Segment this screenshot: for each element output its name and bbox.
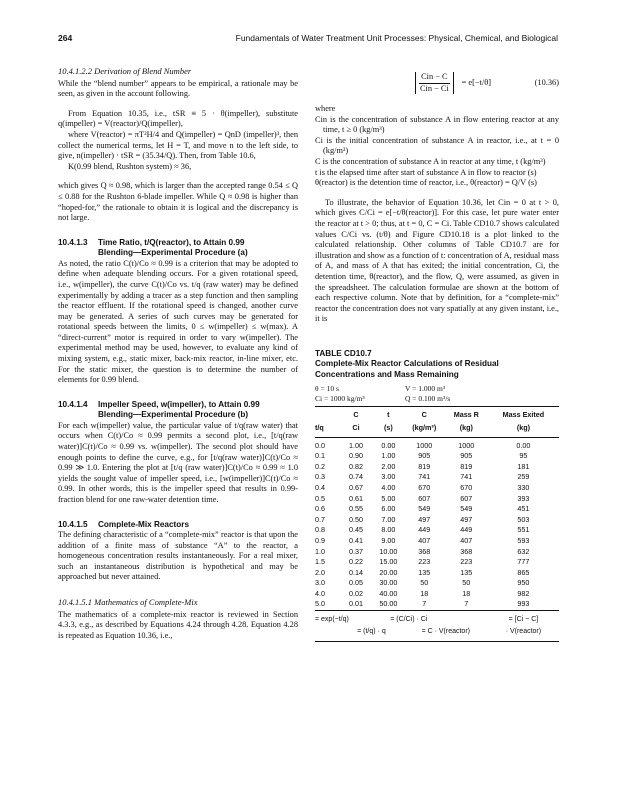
table-cell: 819	[460, 461, 473, 471]
table-cell: 0.2	[315, 461, 325, 471]
definition-list	[315, 115, 559, 189]
table-cell: 741	[460, 472, 473, 482]
table-cell: 393	[517, 493, 530, 503]
paragraph: which gives Q ≈ 0.98, which is larger than the accepted range 0.54 ≤ Q ≤ 0.88 for the Rushton 6-blade impeller. While Q ≈ 0.98 is higher than “hoped-for,” the rationale to obtain it is logical and the discrepancy is not large.	[58, 181, 298, 223]
paragraph: From Equation 10.35, i.e., tSR ≡ 5 · θ(impeller), substitute q(impeller) = V(reactor)/Q(impeller),	[58, 108, 298, 129]
formula: = (t/q) · q	[339, 626, 404, 642]
formula: = (C/Ci) · Ci	[373, 611, 445, 627]
table-row	[315, 437, 559, 451]
running-title: Fundamentals of Water Treatment Unit Processes: Physical, Chemical, and Biological	[235, 33, 558, 43]
table-cell: 223	[418, 557, 431, 567]
table-cell: 982	[517, 588, 530, 598]
paragraph: While the “blend number” appears to be empirical, a rationale may be seen, as given in the account following.	[58, 78, 298, 99]
table-cell: 0.6	[315, 504, 325, 514]
table-label: TABLE CD10.7	[315, 348, 372, 358]
table-row	[315, 515, 559, 526]
paragraph: The defining characteristic of a “complete-mix” reactor is that upon the addition of a finite mass of substance “A” to the reactor, a homogeneous concentration results instantaneously. For a real mixer, such an instantaneous distribution is hypothetical and may be approached but never attained.	[58, 530, 298, 582]
column-header: (kg/m³)	[404, 422, 445, 437]
table-cell: 0.0	[315, 440, 325, 450]
table-cell: 549	[460, 504, 473, 514]
table-cell: 8.00	[381, 525, 396, 535]
table-cell: 368	[460, 546, 473, 556]
paragraph: where V(reactor) = πT²H/4 and Q(impeller) = QnD (impeller)³, then collect the numerical terms, let H = T, and move n to the left side, to give, n(impeller) · tSR = (35.34/Q). Then, from Table 10.6,	[58, 129, 298, 161]
table-cell: 0.37	[349, 546, 364, 556]
table-cell: 632	[517, 546, 530, 556]
table-row	[315, 472, 559, 483]
table-cell: 0.90	[349, 451, 364, 461]
table-cell: 0.02	[349, 588, 364, 598]
table-cell: 865	[517, 567, 530, 577]
table-cell: 0.8	[315, 525, 325, 535]
definition: θ(reactor) is the detention time of reactor, i.e., θ(reactor) = Q/V (s)	[315, 178, 537, 188]
table-cell: 50	[462, 578, 471, 588]
equation-number: (10.36)	[534, 77, 559, 87]
table-cell: 497	[418, 514, 431, 524]
table-row	[315, 504, 559, 515]
table-cell: 1.00	[349, 440, 364, 450]
equation-fraction: $\frac{\text{Cin − C}}{\text{Cin − Ci}}$	[415, 72, 454, 94]
definition: Cin is the concentration of substance A in flow entering reactor at any time, t ≥ 0 (kg/m³)	[315, 114, 559, 135]
table-cell: 259	[517, 472, 530, 482]
table-cell: 5.0	[315, 599, 325, 609]
table-cell: 993	[517, 599, 530, 609]
page-number: 264	[58, 33, 73, 43]
table-cell: 368	[418, 546, 431, 556]
table-row	[315, 483, 559, 494]
formula: = C · V(reactor)	[404, 626, 488, 642]
table-cell: 15.00	[379, 557, 398, 567]
table-cell: 950	[517, 578, 530, 588]
table-cell: 0.55	[349, 504, 364, 514]
table-row	[315, 536, 559, 547]
paragraph: K(0.99 blend, Rushton system) ≈ 36,	[68, 161, 192, 171]
table-parameters	[315, 384, 559, 403]
paragraph: For each w(impeller) value, the particular value of t/q(raw water) that occurs when C(t)/Co ≈ 0.99 permits a second plot, i.e., [t/q(raw water)]C(t)/Co ≈ 0.99 vs. w(impeller). The second plot should have enough points to define the curve, e.g., for [t/q(raw water)]C(t)/Co ≈ 0.99 ≫ 1.0. Entering the plot at [t/q (raw water)]C(t)/Co ≈ 0.99 ≈ 1.0 yields the sought value of impeller speed, i.e., [w(impeller)]C(t)/Co ≈ 0.99. In other words, this is the impeller speed that results in 0.99-fraction blend for one raw-water detention time.	[58, 420, 298, 504]
table-cell: 18	[420, 588, 429, 598]
param-flow: Q = 0.100 m³/s	[405, 393, 451, 403]
table-cell: 0.45	[349, 525, 364, 535]
table-cell: 0.01	[349, 599, 364, 609]
table-cell: 10.00	[379, 546, 398, 556]
table-cell: 2.00	[381, 461, 396, 471]
table-cell: 670	[418, 482, 431, 492]
table-cell: 741	[418, 472, 431, 482]
column-header: Ci	[339, 422, 373, 437]
table-cell: 0.3	[315, 472, 325, 482]
table-row	[315, 547, 559, 558]
table-cell: 0.41	[349, 535, 364, 545]
table-cell: 3.00	[381, 472, 396, 482]
table-cell: 4.0	[315, 588, 325, 598]
table-cell: 95	[519, 451, 528, 461]
paragraph: The mathematics of a complete-mix reactor is reviewed in Section 4.3.3, e.g., as described by Equations 4.24 through 4.28. Equation 4.28 is repeated as Equation 10.36, i.e.,	[58, 609, 298, 640]
table-cell: 4.00	[381, 482, 396, 492]
table-cell: 905	[460, 451, 473, 461]
table-cell: 549	[418, 504, 431, 514]
table-cell: 1000	[416, 440, 433, 450]
table-row	[315, 599, 559, 610]
table-cell: 407	[418, 535, 431, 545]
table-cell: 6.00	[381, 504, 396, 514]
table-cell: 30.00	[379, 578, 398, 588]
table-cell: 0.61	[349, 493, 364, 503]
equation-rhs: = e[−t/θ]	[461, 77, 491, 87]
table-cell: 1.5	[315, 557, 325, 567]
table-cell: 5.00	[381, 493, 396, 503]
section-heading-blend-number: 10.4.1.2.2 Derivation of Blend Number	[58, 66, 192, 76]
table-cell: 1.0	[315, 546, 325, 556]
table-cell: 0.50	[349, 514, 364, 524]
table-cell: 0.00	[381, 440, 396, 450]
table-cell: 181	[517, 461, 530, 471]
table-cell: 0.4	[315, 482, 325, 492]
where-label: where	[315, 104, 336, 113]
table-cell: 593	[517, 535, 530, 545]
formula: = [Ci − C]	[488, 611, 559, 627]
paragraph: To illustrate, the behavior of Equation 10.36, let Cin = 0 at t > 0, which gives C/Ci = e[−t/θ(reactor)]. For this case, let pure water enter the reactor at t > 0; thus, at t = 0, C = Ci. Table CD10.7 shows calculated values C/Ci vs. (t/θ) and Figure CD10.18 is a plot linked to the calculated relationship. Other columns of Table CD10.7 are for illustration and show as a function of t: concentration of A, residual mass of A, and mass of A that has exited; the initial concentration, Ci, the detention time, θ(reactor), and the flow, Q, were assumed, as given in the spreadsheet. The calculation formulae are shown at the bottom of each respective column. Note that by definition, for a “complete-mix” reactor the concentration does not vary spatially at any given instant, i.e., it is	[315, 197, 560, 324]
table-cell: 0.14	[349, 567, 364, 577]
definition: C is the concentration of substance A in reactor at any time, t (kg/m³)	[315, 156, 546, 166]
table-cell: 7	[422, 599, 427, 609]
column-header: C	[404, 407, 445, 422]
table-cell: 0.67	[349, 482, 364, 492]
column-header: t	[373, 407, 404, 422]
column-header: Mass Exited	[488, 407, 559, 422]
section-heading-mathematics: 10.4.1.5.1 Mathematics of Complete-Mix	[58, 597, 198, 608]
table-row	[315, 462, 559, 473]
table-cell: 9.00	[381, 535, 396, 545]
table-cell: 0.9	[315, 535, 325, 545]
column-header: t/q	[315, 422, 339, 437]
column-header: Mass R	[445, 407, 488, 422]
table-cell: 20.00	[379, 567, 398, 577]
table-cell: 50.00	[379, 599, 398, 609]
table-cell: 135	[460, 567, 473, 577]
table-row	[315, 557, 559, 568]
table-cell: 503	[517, 514, 530, 524]
table-cell: 0.22	[349, 557, 364, 567]
column-header: (kg)	[445, 422, 488, 437]
table-cell: 905	[418, 451, 431, 461]
table-cell: 40.00	[379, 588, 398, 598]
table-cell: 7.00	[381, 514, 396, 524]
right-column	[315, 66, 559, 642]
param-theta: θ = 10 s	[315, 384, 339, 394]
formula: · V(reactor)	[488, 626, 559, 642]
definition: Ci is the initial concentration of substance A in reactor, i.e., at t = 0 (kg/m³)	[315, 135, 559, 156]
table-cell: 3.0	[315, 578, 325, 588]
table-cell: 135	[418, 567, 431, 577]
table-cell: 0.5	[315, 493, 325, 503]
table-cell: 451	[517, 504, 530, 514]
page-header	[58, 33, 558, 43]
table-cell: 0.00	[516, 440, 531, 450]
table-cell: 449	[460, 525, 473, 535]
table-cell: 497	[460, 514, 473, 524]
table-cell: 670	[460, 482, 473, 492]
definition: t is the elapsed time after start of substance A in flow to reactor (s)	[315, 167, 537, 177]
column-header: (kg)	[488, 422, 559, 437]
table-cell: 50	[420, 578, 429, 588]
left-column	[58, 66, 298, 641]
table-cell: 2.0	[315, 567, 325, 577]
table-row	[315, 568, 559, 579]
table-cell: 777	[517, 557, 530, 567]
column-header	[315, 407, 339, 422]
table-cell: 330	[517, 482, 530, 492]
section-heading-time-ratio: 10.4.1.3 Time Ratio, t/Q(reactor), to Attain 0.99 Blending—Experimental Procedure (a)	[58, 237, 248, 258]
table-cell: 0.82	[349, 461, 364, 471]
table-cell: 18	[462, 588, 471, 598]
section-heading-complete-mix: 10.4.1.5 Complete-Mix Reactors	[58, 519, 189, 529]
param-volume: V = 1.000 m³	[405, 384, 446, 394]
table-cell: 1000	[458, 440, 475, 450]
table-cell: 819	[418, 461, 431, 471]
table-cell: 607	[460, 493, 473, 503]
table-row	[315, 525, 559, 536]
param-ci: Ci = 1000 kg/m³	[315, 393, 365, 403]
table-row	[315, 589, 559, 600]
table-cell: 607	[418, 493, 431, 503]
table-cell: 0.74	[349, 472, 364, 482]
column-header: (s)	[373, 422, 404, 437]
table-cell: 223	[460, 557, 473, 567]
table-cell: 0.05	[349, 578, 364, 588]
table-title: Complete-Mix Reactor Calculations of Residual Concentrations and Mass Remaining	[315, 359, 499, 379]
table-cell: 0.1	[315, 451, 325, 461]
section-heading-impeller-speed: 10.4.1.4 Impeller Speed, w(impeller), to Attain 0.99 Blending—Experimental Procedure (b)	[58, 399, 260, 420]
paragraph: As noted, the ratio C(t)/Co ≈ 0.99 is a criterion that may be adopted to define when adequate blending occurs. For a given rotational speed, i.e., w(impeller), the curve C(t)/Co vs. t/q (raw water) may be defined experimentally by adding a tracer as a step function and then sampling the reactor effluent. If the rotational speed is changed, another curve may be generated. A series of such curves may be generated for rotational speeds between the limits, 0 ≤ w(impeller) ≤ w(max). A “direct-current” motor is required in order to vary w(impeller). The experimental method may be used, however, to evaluate any kind of mixing system, e.g., static mixer, back-mix reactor, in-line mixer, etc. For the static mixer, the question is to determine the number of elements for 0.99 blend.	[58, 258, 298, 385]
table-row	[315, 494, 559, 505]
table-cell: 7	[464, 599, 469, 609]
equation-10-36	[315, 66, 559, 100]
table-row	[315, 578, 559, 589]
table-row	[315, 451, 559, 462]
table-cell: 407	[460, 535, 473, 545]
data-table	[315, 406, 559, 642]
table-cell: 1.00	[381, 451, 396, 461]
column-header: C	[339, 407, 373, 422]
table-cell: 551	[517, 525, 530, 535]
table-cell: 449	[418, 525, 431, 535]
table-cell: 0.7	[315, 514, 325, 524]
formula: = exp(−t/q)	[315, 611, 373, 627]
